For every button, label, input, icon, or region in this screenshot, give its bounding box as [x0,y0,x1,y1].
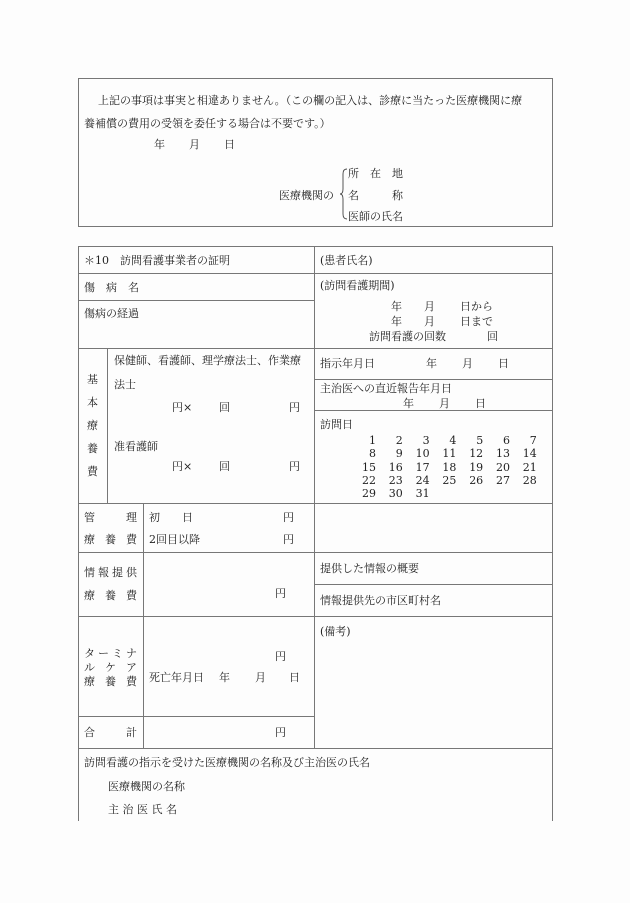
terminal-fee-label-char: ミ [112,647,123,660]
later-visits-amount[interactable]: 円 [283,533,294,546]
attestation-date-month[interactable]: 月 [189,138,200,151]
terminal-fee-amount[interactable]: 円 [275,650,286,663]
institution-address-field[interactable]: 所 在 地 [348,167,403,180]
visit-day-3[interactable]: 3 [422,434,430,447]
visit-period-label: (訪問看護期間) [320,279,395,292]
basic-fee-label-char: 基 [87,373,98,386]
info-fee-label-char: 供 [126,566,137,579]
info-fee-label-char: 養 [105,589,116,602]
death-date-day[interactable]: 日 [289,671,300,684]
total-amount[interactable]: 円 [275,726,286,739]
visit-day-30[interactable]: 30 [388,487,403,501]
report-date-month[interactable]: 月 [439,397,450,410]
total-label-char: 合 [84,726,95,739]
terminal-fee-label-char: ー [98,647,109,660]
injury-name-label: 傷 病 名 [84,281,139,294]
nurse-unit-price[interactable]: 円× [172,401,193,414]
attestation-text-line1: 上記の事項は事実と相違ありません。（この欄の記入は、診療に当たった医療機関に療 [98,94,523,107]
management-fee-label-char: 療 [84,533,95,546]
report-date-label: 主治医への直近報告年月日 [320,382,452,395]
management-fee-label-char: 費 [126,533,137,546]
visit-day-7[interactable]: 7 [529,434,537,447]
basic-fee-label-char: 養 [87,442,98,455]
first-day-label: 初 日 [149,511,193,524]
instructing-doctor-name-label: 主 治 医 氏 名 [108,803,177,816]
curly-brace-icon [340,168,346,220]
instructing-institution-name-label: 医療機関の名称 [108,780,185,793]
terminal-fee-label-char: ア [126,661,137,674]
total-label-char: 計 [126,726,137,739]
basic-fee-label-char: 費 [87,465,98,478]
attestation-date-year[interactable]: 年 [154,138,165,151]
table-middle-divider [314,246,315,748]
divider [78,552,553,553]
visit-day-23[interactable]: 23 [388,473,403,487]
visit-day-9[interactable]: 9 [395,447,403,461]
terminal-fee-label-char: 療 [84,675,95,688]
injury-progress-label: 傷病の経過 [84,307,139,320]
visit-day-2[interactable]: 2 [395,434,403,447]
patient-name-label: (患者氏名) [320,254,373,267]
divider [314,379,553,380]
period-from-month[interactable]: 月 [424,300,435,313]
death-date-label: 死亡年月日 [149,671,204,684]
instructing-title: 訪問看護の指示を受けた医療機関の名称及び主治医の氏名 [84,756,370,769]
info-fee-label-char: 費 [126,589,137,602]
terminal-fee-label-char: タ [84,647,95,660]
visit-count-unit[interactable]: 回 [487,330,498,343]
institution-prefix: 医療機関の [279,189,334,202]
instruction-date-label: 指示年月日 [320,357,375,370]
visit-day-11[interactable]: 11 [442,447,457,461]
death-date-month[interactable]: 月 [255,671,266,684]
basic-fee-label-divider [107,348,108,503]
nurse-times[interactable]: 回 [219,401,230,414]
info-fee-amount[interactable]: 円 [275,587,286,600]
visit-day-27[interactable]: 27 [496,473,510,487]
visit-day-1[interactable]: 1 [369,434,376,447]
visit-day-25[interactable]: 25 [442,473,457,487]
terminal-fee-label-char: ケ [105,661,116,674]
info-municipality-label: 情報提供先の市区町村名 [320,594,441,607]
visit-day-24[interactable]: 24 [415,473,430,487]
nurse-label-line1: 保健師、看護師、理学療法士、作業療 [114,354,301,367]
visit-day-19[interactable]: 19 [469,460,484,474]
info-fee-label-char: 療 [84,589,95,602]
first-day-amount[interactable]: 円 [283,511,294,524]
terminal-fee-label-char: ル [84,661,95,674]
assistant-times[interactable]: 回 [219,460,230,473]
visit-day-6[interactable]: 6 [503,434,510,447]
terminal-fee-label-char: 費 [126,675,137,688]
info-fee-label-char: 情 [84,566,95,579]
remarks-label: (備考) [320,625,351,638]
doctor-name-field[interactable]: 医師の氏名 [348,210,403,223]
visit-day-18[interactable]: 18 [442,460,457,474]
management-fee-label-char: 理 [126,511,137,524]
death-date-year[interactable]: 年 [219,671,230,684]
divider [78,716,314,717]
period-to-day[interactable]: 日まで [460,315,493,328]
basic-fee-label-char: 本 [87,396,98,409]
divider [314,410,553,411]
divider [78,748,553,749]
later-visits-label: 2回目以降 [149,533,200,546]
divider [78,348,553,349]
label-column-divider [143,503,144,748]
visit-day-17[interactable]: 17 [415,460,430,474]
visit-day-28[interactable]: 28 [522,473,537,487]
visit-day-14[interactable]: 14 [522,447,537,461]
divider [78,300,314,301]
assistant-amount[interactable]: 円 [289,460,300,473]
visit-day-12[interactable]: 12 [469,447,484,461]
assistant-nurse-label: 准看護師 [114,440,158,453]
visit-day-21[interactable]: 21 [522,460,537,474]
period-to-month[interactable]: 月 [424,315,435,328]
visit-days-label: 訪問日 [320,418,353,431]
attestation-text-line2: 養補償の費用の受領を委任する場合は不要です。） [84,117,331,130]
period-from-day[interactable]: 日から [460,300,493,313]
management-fee-label-char: 管 [84,511,95,524]
divider [314,584,553,585]
nurse-amount[interactable]: 円 [289,401,300,414]
visit-day-15[interactable]: 15 [362,460,376,474]
section-title: ＊10 訪問看護事業者の証明 [84,254,230,267]
period-to-year[interactable]: 年 [391,315,402,328]
visit-day-5[interactable]: 5 [476,434,484,447]
visit-day-10[interactable]: 10 [415,447,430,461]
instruction-date-month[interactable]: 月 [462,357,473,370]
report-date-year[interactable]: 年 [403,397,414,410]
assistant-unit-price[interactable]: 円× [172,460,193,473]
report-date-day[interactable]: 日 [475,397,486,410]
info-fee-label-char: 提 [112,566,123,579]
instruction-date-day[interactable]: 日 [498,357,509,370]
institution-name-field[interactable]: 名 称 [348,189,403,202]
visit-day-31[interactable]: 31 [415,487,430,501]
visit-count-label: 訪問看護の回数 [369,330,446,343]
divider [78,616,553,617]
divider [78,503,553,504]
instruction-date-year[interactable]: 年 [426,357,437,370]
attestation-date-day[interactable]: 日 [224,138,235,151]
terminal-fee-label-char: ナ [126,647,137,660]
management-fee-label-char: 養 [105,533,116,546]
visit-day-4[interactable]: 4 [449,434,457,447]
visit-day-20[interactable]: 20 [496,460,510,474]
period-from-year[interactable]: 年 [391,300,402,313]
visit-day-29[interactable]: 29 [362,487,376,501]
table-left-border [78,246,79,821]
visit-day-8[interactable]: 8 [369,447,376,461]
divider [78,273,553,274]
table-right-border [552,246,553,821]
nurse-label-line2: 法士 [114,378,136,391]
terminal-fee-label-char: 養 [105,675,116,688]
visit-day-16[interactable]: 16 [388,460,403,474]
visit-day-26[interactable]: 26 [469,473,484,487]
info-summary-label: 提供した情報の概要 [320,562,419,575]
table-top-border [78,246,553,247]
basic-fee-label-char: 療 [87,419,98,432]
info-fee-label-char: 報 [98,566,109,579]
visit-day-22[interactable]: 22 [362,473,376,487]
visit-day-13[interactable]: 13 [496,447,510,461]
